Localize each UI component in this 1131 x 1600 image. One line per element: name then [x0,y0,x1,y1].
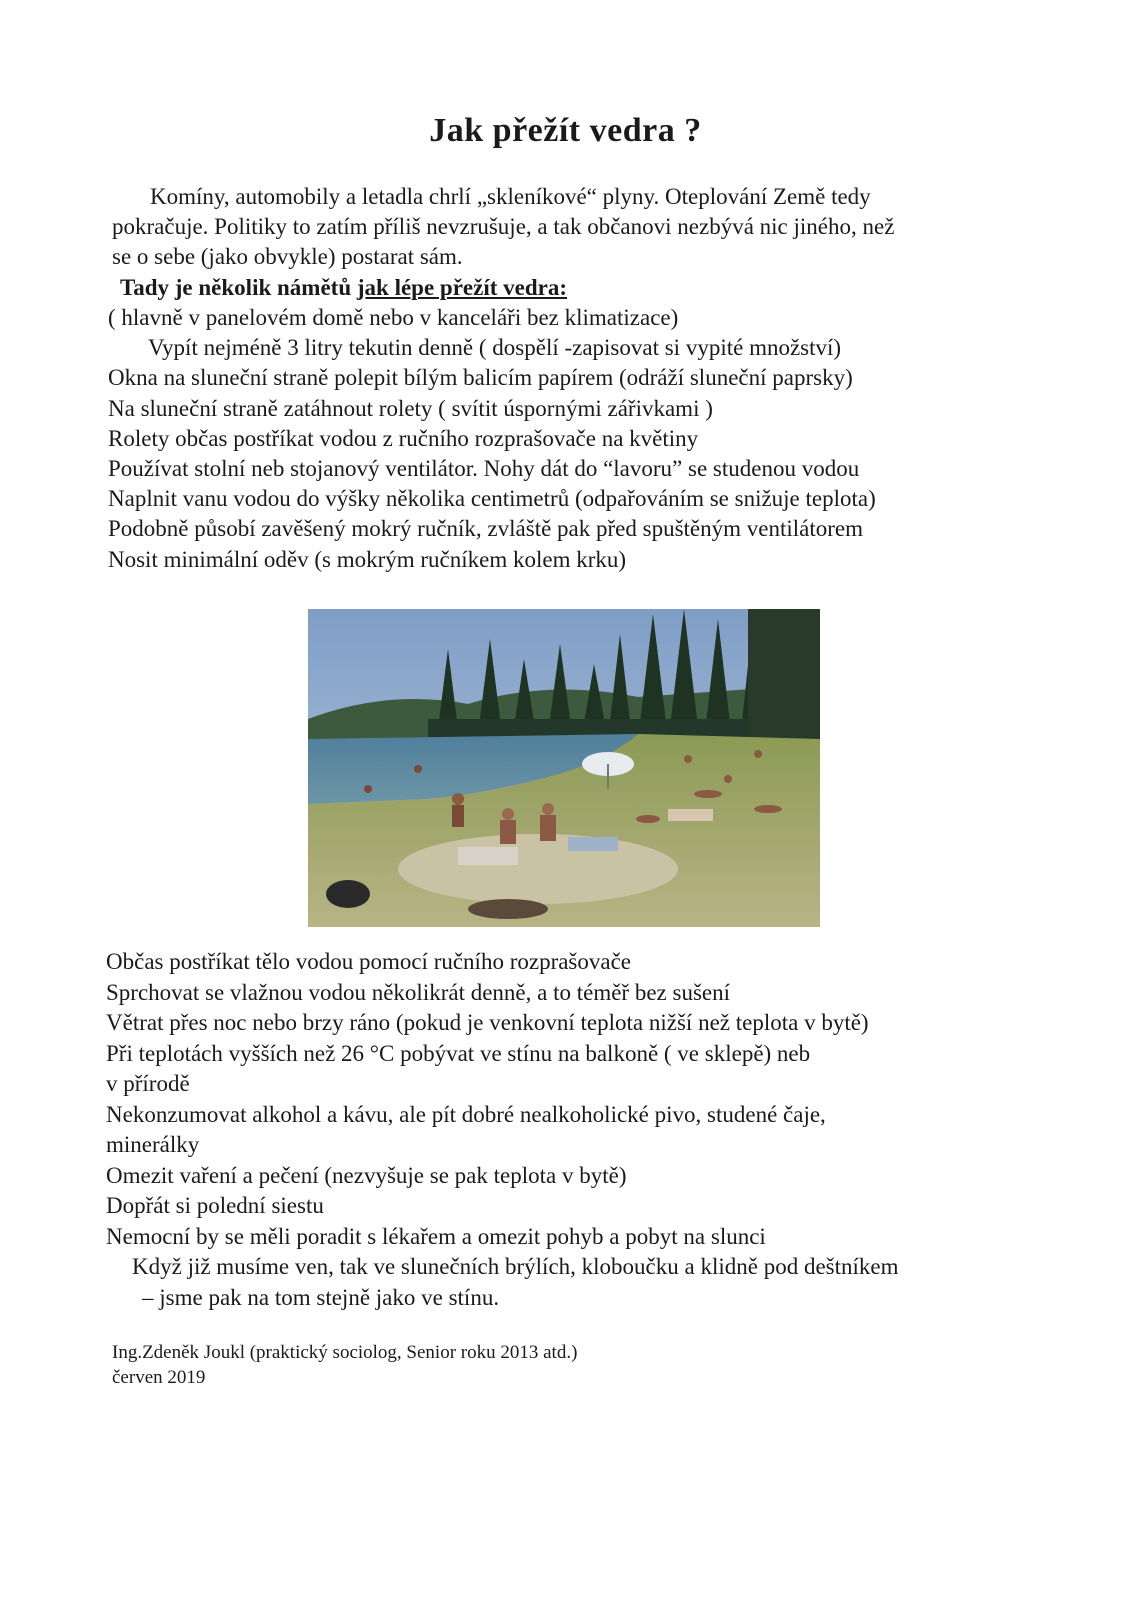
intro-line: Komíny, automobily a letadla chrlí „skleníkové“ plyny. Oteplování Země tedy [150,184,871,209]
intro-line: se o sebe (jako obvykle) postarat sám. [112,244,463,269]
tips-heading [120,275,567,301]
signature-block [112,1340,577,1390]
tip-item: Nosit minimální oděv (s mokrým ručníkem kolem krku) [108,546,627,572]
tip-item: Při teplotách vyšších než 26 °C pobývat ve stínu na balkoně ( ve sklepě) neb [106,1040,811,1066]
tip-item: Sprchovat se vlažnou vodou několikrát denně, a to téměř bez sušení [106,979,731,1005]
tip-item: v přírodě [106,1071,190,1096]
tip-item: Občas postříkat tělo vodou pomocí ručního rozprašovače [106,949,632,974]
tip-item: – jsme pak na tom stejně jako ve stínu. [142,1284,500,1310]
tip-item: Omezit vaření a pečení (nezvyšuje se pak teplota v bytě) [106,1162,627,1188]
page-title: Jak přežít vedra ? [429,112,702,149]
intro-paragraph [112,182,1012,272]
tips-list-bottom [106,947,1046,1313]
tip-item: Když již musíme ven, tak ve slunečních brýlích, kloboučku a klidně pod deštníkem [132,1254,899,1279]
date-line: červen 2019 [112,1367,206,1388]
tips-heading-text: Tady je několik námětů [120,275,357,300]
tip-item: Na sluneční straně zatáhnout rolety ( svítit úspornými zářivkami ) [108,395,713,421]
tip-item: Nekonzumovat alkohol a kávu, ale pít dobré nealkoholické pivo, studené čaje, [106,1101,826,1127]
tip-item: Naplnit vanu vodou do výšky několika centimetrů (odpařováním se snižuje teplota) [108,486,876,512]
tip-item: Větrat přes noc nebo brzy ráno (pokud je venkovní teplota nižší než teplota v bytě) [106,1010,869,1035]
author-line: Ing.Zdeněk Joukl (praktický sociolog, Senior roku 2013 atd.) [112,1342,578,1363]
tips-list-top [108,303,1028,575]
tip-item: Podobně působí zavěšený mokrý ručník, zvláště pak před spuštěným ventilátorem [108,516,863,542]
tip-item: Dopřát si polední siestu [106,1193,324,1218]
tip-item: Používat stolní neb stojanový ventilátor. Nohy dát do “lavoru” se studenou vodou [108,456,860,482]
tip-item: Okna na sluneční straně polepit bílým balicím papírem (odráží sluneční paprsky) [108,365,853,391]
tip-item: minerálky [106,1132,200,1157]
tip-item: Vypít nejméně 3 litry tekutin denně ( dospělí -zapisovat si vypité množství) [148,335,842,361]
tip-item: ( hlavně v panelovém domě nebo v kanceláři bez klimatizace) [108,305,679,330]
tip-item: Nemocní by se měli poradit s lékařem a omezit pohyb a pobyt na slunci [106,1223,766,1249]
intro-line: pokračuje. Politiky to zatím příliš nevzrušuje, a tak občanovi nezbývá nic jiného, než [112,214,895,239]
tip-item: Rolety občas postříkat vodou z ručního rozprašovače na květiny [108,425,699,451]
lake-beach-photo [308,609,820,927]
tips-heading-underlined: jak lépe přežít vedra: [356,275,568,300]
